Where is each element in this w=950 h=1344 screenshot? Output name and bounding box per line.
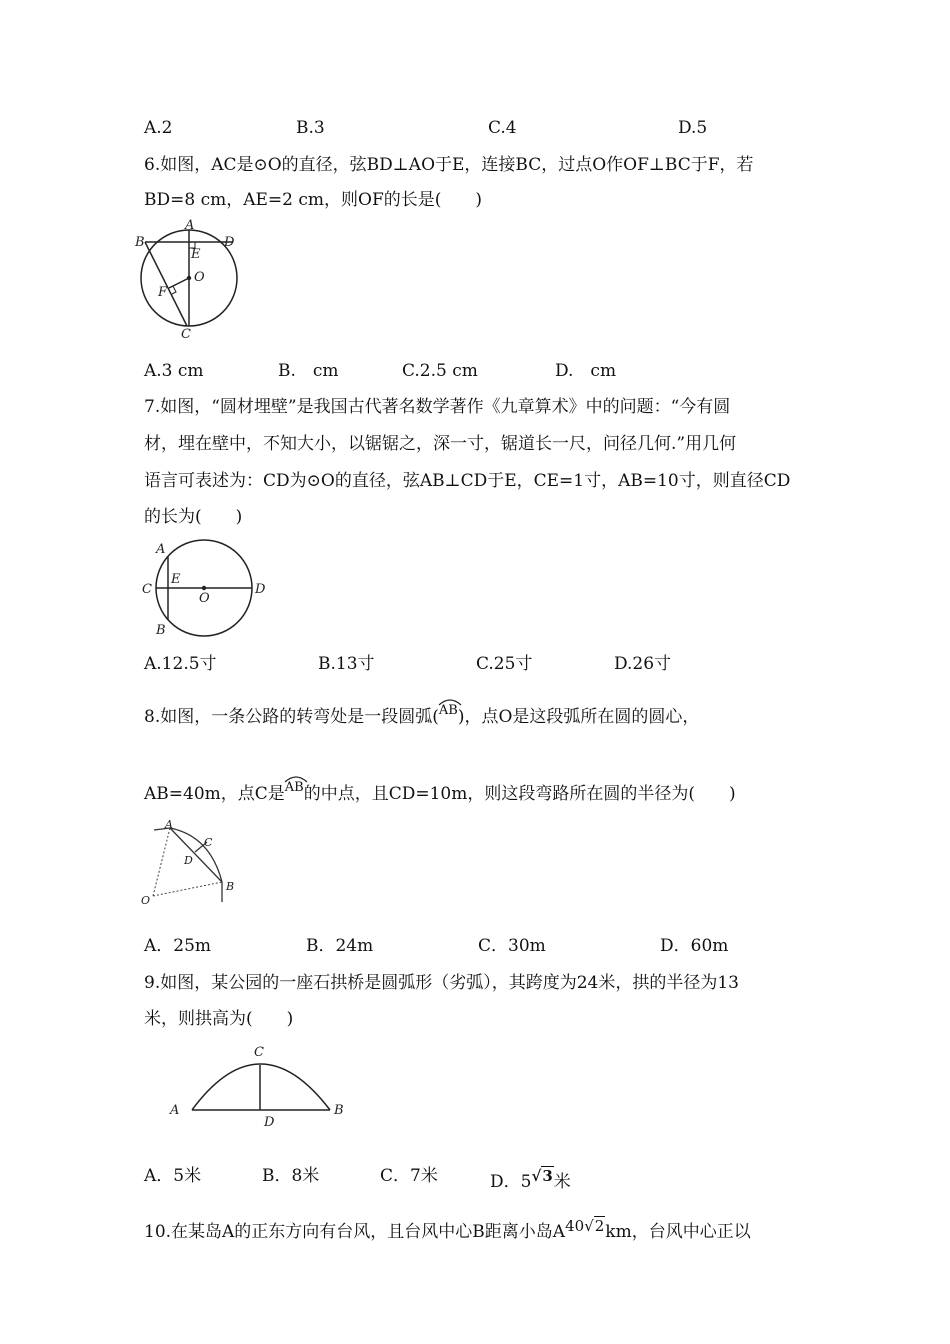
q6-label-e: E [191, 247, 201, 262]
q10-distance-value [565, 1214, 605, 1238]
q7-text-line-1: 7.如图，“圆材埋壁”是我国古代著名数学著作《九章算术》中的问题：“今有圆 [144, 397, 731, 417]
q8-segment-ab [170, 828, 222, 882]
q8-figure [138, 818, 238, 908]
q7-label-b: B [156, 623, 166, 638]
q8-option-a: A．25m [144, 936, 212, 956]
q6-option-a: A.3 cm [144, 361, 204, 381]
q9-text-line-1: 9.如图，某公园的一座石拱桥是圆弧形（劣弧），其跨度为24米，拱的半径为13 [144, 973, 739, 993]
q7-label-e: E [171, 572, 181, 587]
q7-option-d: D.26寸 [614, 654, 672, 674]
q8-arc-symbol-1 [439, 698, 458, 717]
q8-line-1-post: )，点O是这段弧所在圆的圆心， [457, 707, 700, 727]
q5-option-b: B.3 [296, 118, 325, 138]
q10-radicand: 2 [594, 1217, 605, 1235]
q6-point-o [187, 276, 191, 280]
q8-label-d: D [184, 854, 193, 867]
q8-arc-mark-2 [284, 775, 308, 783]
q6-label-b: B [135, 235, 145, 250]
q6-label-d: D [224, 235, 235, 250]
q6-segment-of [169, 278, 189, 288]
q8-line-1-pre: 8.如图，一条公路的转弯处是一段圆弧( [144, 707, 439, 727]
q7-option-b: B.13寸 [318, 654, 375, 674]
q9-label-d: D [264, 1115, 275, 1130]
q9-option-d-radicand: 3 [542, 1167, 553, 1185]
q7-label-d: D [255, 582, 266, 597]
q10-line-1-post: km，台风中心正以 [605, 1222, 751, 1242]
q8-arc-label-1: AB [438, 703, 458, 718]
q9-option-d [490, 1164, 571, 1194]
q7-label-a: A [156, 542, 166, 557]
q5-option-c: C.4 [488, 118, 517, 138]
q9-figure [160, 1040, 360, 1132]
q7-text-line-4: 的长为( ) [144, 507, 243, 527]
q9-label-a: A [170, 1103, 180, 1118]
q9-option-d-prefix: D．5 [490, 1172, 532, 1192]
q5-option-d: D.5 [678, 118, 708, 138]
q9-option-a: A．5米 [144, 1166, 202, 1186]
q7-text-line-2: 材，埋在壁中，不知大小，以锯锯之，深一寸，锯道长一尺，问径几何.”用几何 [144, 434, 737, 454]
q9-option-c: C．7米 [380, 1166, 438, 1186]
q8-arc-symbol-2 [285, 775, 304, 794]
q6-figure [135, 218, 250, 342]
q8-text-line-1 [144, 698, 699, 729]
q8-text-line-2 [144, 775, 736, 806]
q7-point-o [202, 586, 206, 590]
q6-option-b: B. cm [278, 361, 339, 381]
q8-option-b: B．24m [306, 936, 374, 956]
q6-segment-bc [145, 242, 187, 326]
q8-line-2-post: 的中点，且CD=10m，则这段弯路所在圆的半径为( ) [303, 784, 736, 804]
q8-label-o: O [141, 894, 151, 907]
q9-option-b: B．8米 [262, 1166, 320, 1186]
q8-label-c: C [204, 836, 213, 849]
q8-option-c: C．30m [478, 936, 546, 956]
q9-text-line-2: 米，则拱高为( ) [144, 1009, 294, 1029]
q8-option-d: D．60m [660, 936, 729, 956]
q6-option-c: C.2.5 cm [402, 361, 478, 381]
q8-label-a: A [165, 818, 173, 831]
q8-arc-label-2: AB [284, 780, 304, 795]
q7-text-line-3: 语言可表述为：CD为⊙O的直径，弦AB⊥CD于E，CE=1寸，AB=10寸，则直径CD [144, 471, 791, 491]
q8-line-2-pre: AB=40m，点C是 [144, 784, 285, 804]
q7-label-o: O [199, 591, 210, 606]
q7-option-c: C.25寸 [476, 654, 533, 674]
q10-coefficient: 40 [565, 1217, 585, 1235]
q9-arch-arc [192, 1064, 330, 1110]
radical-sign-icon: √ [531, 1167, 542, 1185]
q9-option-d-unit: 米 [553, 1172, 571, 1192]
q9-option-d-radical [531, 1164, 553, 1188]
q6-label-a: A [185, 218, 195, 233]
q6-label-f: F [158, 285, 168, 300]
q9-label-b: B [334, 1103, 344, 1118]
q8-dotted-ob [153, 882, 222, 896]
q6-text-line-1: 6.如图，AC是⊙O的直径，弦BD⊥AO于E，连接BC，过点O作OF⊥BC于F，若 [144, 155, 754, 175]
q7-label-c: C [142, 582, 152, 597]
q9-label-c: C [254, 1045, 264, 1060]
q8-label-b: B [226, 880, 235, 893]
q5-option-a: A.2 [144, 118, 173, 138]
q6-label-c: C [181, 327, 191, 342]
q10-line-1-pre: 10.在某岛A的正东方向有台风，且台风中心B距离小岛A [144, 1222, 566, 1242]
radical-sign-icon: √ [584, 1217, 594, 1235]
q6-text-line-2: BD=8 cm，AE=2 cm，则OF的长是( ) [144, 190, 483, 210]
q8-arc-mark-1 [438, 698, 462, 706]
q7-figure [140, 538, 270, 640]
q6-right-angle-f [172, 286, 176, 294]
q6-label-o: O [194, 270, 205, 285]
q7-option-a: A.12.5寸 [144, 654, 217, 674]
q6-option-d: D. cm [555, 361, 617, 381]
q8-dotted-oa [153, 828, 170, 896]
q10-text-line-1 [144, 1214, 751, 1244]
